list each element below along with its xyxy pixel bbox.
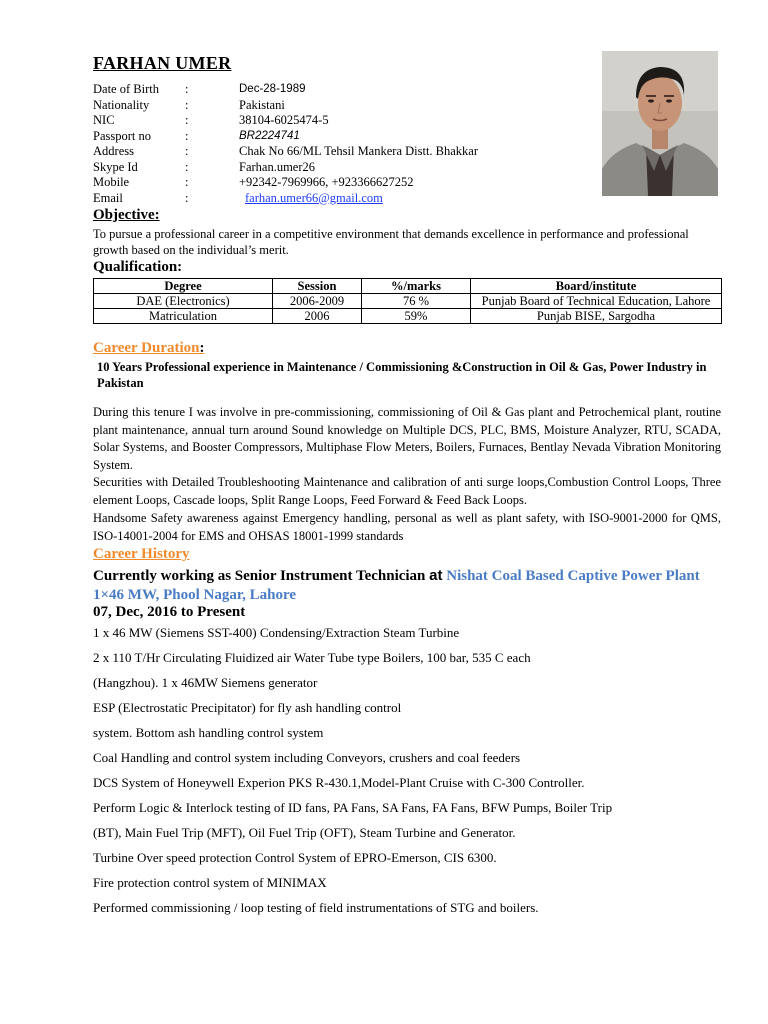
list-item: ESP (Electrostatic Precipitator) for fly ash handling control <box>93 700 402 715</box>
history-list <box>93 624 733 924</box>
list-item: Fire protection control system of MINIMAX <box>93 875 327 890</box>
passport-value: BR2224741 <box>239 129 300 142</box>
info-row-nic: NIC : 38104-6025474-5 <box>93 113 329 127</box>
nationality-value: Pakistani <box>239 97 285 112</box>
info-row-mobile: Mobile : +92342-7969966, +923366627252 <box>93 175 414 189</box>
duration-paragraph-2: Securities with Detailed Troubleshooting Maintenance and calibration of anti surge loops,Combustion Control Loops, Three element Loops, Cascade loops, Split Range Loops, Feed Forward & Feed Back Loops. <box>93 475 721 507</box>
table-row: DAE (Electronics) 2006-2009 76 % Punjab Board of Technical Education, Lahore <box>94 294 722 309</box>
mobile-value: +92342-7969966, +923366627252 <box>239 175 414 189</box>
profile-photo <box>602 51 718 196</box>
info-row-passport: Passport no : BR2224741 <box>93 128 300 143</box>
info-row-nationality: Nationality : Pakistani <box>93 97 285 112</box>
list-item: DCS System of Honeywell Experion PKS R-430.1,Model-Plant Cruise with C-300 Controller. <box>93 775 585 790</box>
objective-heading: Objective: <box>93 207 160 223</box>
skype-value: Farhan.umer26 <box>239 159 316 174</box>
list-item: system. Bottom ash handling control system <box>93 725 324 740</box>
list-item: 2 x 110 T/Hr Circulating Fluidized air Water Tube type Boilers, 100 bar, 535 C each <box>93 650 531 665</box>
email-link[interactable]: farhan.umer66@gmail.com <box>245 190 383 205</box>
col-degree: Degree <box>94 279 273 294</box>
career-duration-heading: Career Duration: <box>93 340 205 356</box>
personal-info <box>93 82 573 206</box>
col-marks: %/marks <box>362 279 471 294</box>
list-item: 1 x 46 MW (Siemens SST-400) Condensing/Extraction Steam Turbine <box>93 625 460 640</box>
qualification-table <box>93 278 722 324</box>
info-row-address: Address : Chak No 66/ML Tehsil Mankera Distt. Bhakkar <box>93 144 479 158</box>
info-row-email: Email : farhan.umer66@gmail.com <box>93 190 383 205</box>
list-item: Turbine Over speed protection Control System of EPRO-Emerson, CIS 6300. <box>93 850 497 865</box>
experience-summary: 10 Years Professional experience in Maintenance / Commissioning &Construction in Oil & Gas, Power Industry in Pakistan <box>97 360 707 390</box>
employment-date: 07, Dec, 2016 to Present <box>93 604 246 620</box>
duration-paragraph-3: Handsome Safety awareness against Emergency handling, personal as well as plant safety, with ISO-9001-2000 for QMS, ISO-14001-2004 for EMS and OHSAS 18001-1999 standards <box>93 511 721 543</box>
candidate-name: FARHAN UMER <box>93 53 232 73</box>
objective-text: To pursue a professional career in a competitive environment that demands excellence in performance and professional growth based on the individual’s merit. <box>93 227 689 257</box>
list-item: (BT), Main Fuel Trip (MFT), Oil Fuel Trip (OFT), Steam Turbine and Generator. <box>93 825 516 840</box>
list-item: Perform Logic & Interlock testing of ID fans, PA Fans, SA Fans, FA Fans, BFW Pumps, Boiler Trip <box>93 800 613 815</box>
duration-paragraph-1: During this tenure I was involve in pre-commissioning, commissioning of Oil & Gas plant and Petrochemical plant, routine plant maintenance, annual turn around Sound knowledge on Multiple DCS, PLC, BMS, Moisture Analyzer, RTU, SCADA, Solar Systems, and Booster Compressors, Multiphase Flow Meters, Boilers, Furnaces, Bentlay Nevada Vibration Monitoring System. <box>93 405 721 472</box>
address-value: Chak No 66/ML Tehsil Mankera Distt. Bhakkar <box>239 144 479 158</box>
qualification-heading: Qualification: <box>93 259 183 275</box>
dob-value: Dec-28-1989 <box>239 83 306 95</box>
col-session: Session <box>273 279 362 294</box>
list-item: (Hangzhou). 1 x 46MW Siemens generator <box>93 675 318 690</box>
col-board: Board/institute <box>471 279 722 294</box>
table-header-row <box>94 279 722 294</box>
info-row-skype: Skype Id : Farhan.umer26 <box>93 159 316 174</box>
current-position: Currently working as Senior Instrument Technician at Nishat Coal Based Captive Power Plant 1×46 MW, Phool Nagar, Lahore <box>93 567 700 603</box>
info-row-dob: Date of Birth : Dec-28-1989 <box>93 82 306 96</box>
career-history-heading: Career History <box>93 546 190 562</box>
list-item: Performed commissioning / loop testing of field instrumentations of STG and boilers. <box>93 900 539 915</box>
current-company: Nishat Coal Based Captive Power Plant 1×46 MW, Phool Nagar, Lahore <box>93 568 700 603</box>
table-row: Matriculation 2006 59% Punjab BISE, Sargodha <box>94 309 722 324</box>
nic-value: 38104-6025474-5 <box>239 113 329 127</box>
list-item: Coal Handling and control system including Conveyors, crushers and coal feeders <box>93 750 521 765</box>
